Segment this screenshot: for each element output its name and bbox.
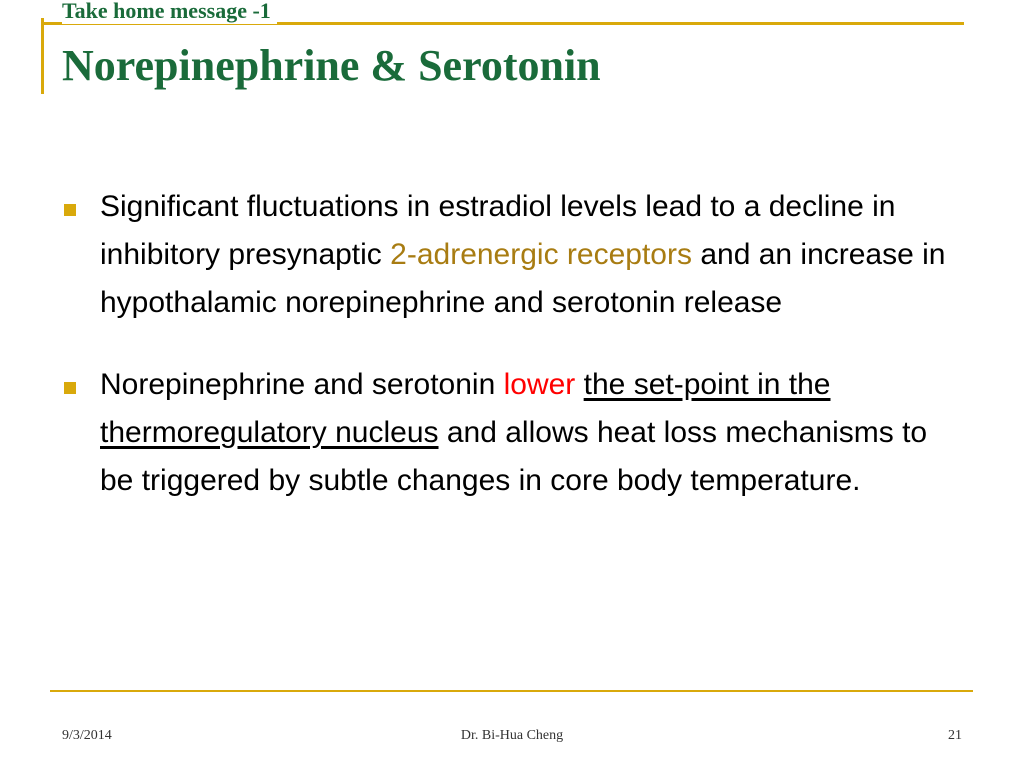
bullet-item-2 — [62, 361, 952, 505]
left-accent-line — [41, 18, 44, 94]
bullet-2-space — [575, 368, 583, 401]
bullet-item-1 — [62, 183, 952, 327]
square-bullet-icon — [64, 382, 76, 394]
bullet-2-text-a: Norepinephrine and serotonin — [100, 368, 504, 401]
bullet-1-highlight: 2-adrenergic receptors — [390, 238, 692, 271]
footer-divider — [50, 690, 973, 692]
bullet-2-text-b: and allows heat loss mechanisms to be triggered by subtle changes in core body temperature. — [100, 416, 928, 497]
bullet-2-underlined: the set-point in the thermoregulatory nucleus — [100, 368, 831, 449]
footer-page-number: 21 — [948, 728, 962, 743]
bullet-1-text-b: and an increase in hypothalamic norepinephrine and serotonin release — [100, 238, 946, 319]
slide-kicker: Take home message -1 — [62, 0, 277, 24]
bullet-1-text-a: Significant fluctuations in estradiol levels lead to a decline in inhibitory presynaptic — [100, 190, 896, 271]
bullet-list — [62, 183, 952, 539]
footer-date: 9/3/2014 — [62, 728, 112, 743]
footer-author: Dr. Bi-Hua Cheng — [460, 728, 564, 743]
square-bullet-icon — [64, 204, 76, 216]
slide-title: Norepinephrine & Serotonin — [62, 41, 601, 90]
bullet-2-red-word: lower — [503, 368, 576, 401]
